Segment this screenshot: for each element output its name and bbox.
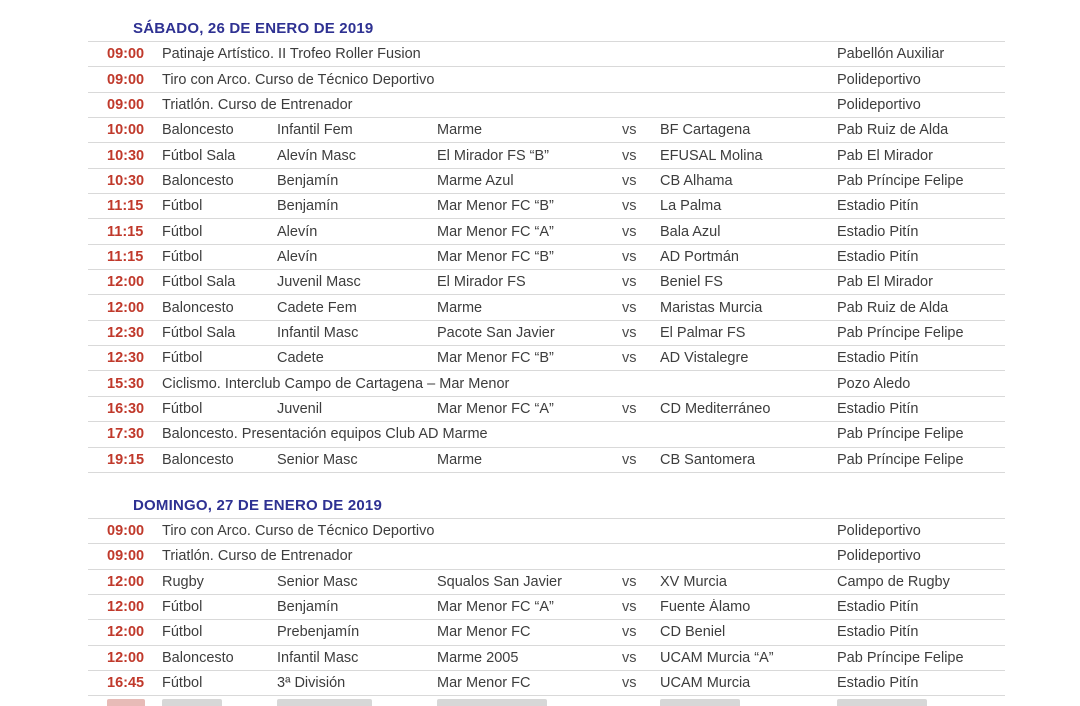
venue-cell: Estadio Pitín (837, 198, 919, 215)
event-cell: Ciclismo. Interclub Campo de Cartagena – Mar Menor (162, 375, 510, 392)
opponent-cell: BF Cartagena (660, 122, 751, 139)
time-cell: 12:30 (107, 324, 145, 341)
table-row (88, 67, 1005, 92)
table-row (88, 245, 1005, 270)
opponent-cell: XV Murcia (660, 573, 727, 590)
venue-cell: Estadio Pitín (837, 675, 919, 692)
team-cell: El Mirador FS “B” (437, 147, 549, 164)
category-cell: Benjamín (277, 198, 339, 215)
table-row (88, 219, 1005, 244)
table-row (88, 620, 1005, 645)
sport-cell: Fútbol (162, 599, 203, 616)
venue-cell: Estadio Pitín (837, 624, 919, 641)
opponent-cell: CB Santomera (660, 451, 756, 468)
time-cell: 15:30 (107, 375, 145, 392)
table-row (88, 270, 1005, 295)
category-cell: Prebenjamín (277, 624, 360, 641)
venue-cell: Pabellón Auxiliar (837, 46, 945, 63)
venue-cell: Pab Ruiz de Alda (837, 299, 949, 316)
event-cell: Tiro con Arco. Curso de Técnico Deportivo (162, 71, 435, 88)
sport-cell: Baloncesto (162, 172, 234, 189)
vs-label: vs (622, 624, 637, 641)
table-row (88, 448, 1005, 473)
venue-cell: Pab Príncipe Felipe (837, 172, 964, 189)
venue-cell: Pab Príncipe Felipe (837, 649, 964, 666)
venue-cell: Polideportivo (837, 548, 921, 565)
event-cell: Baloncesto. Presentación equipos Club AD Marme (162, 426, 488, 443)
sport-cell: Fútbol (162, 248, 203, 265)
table-row (88, 194, 1005, 219)
category-cell: Juvenil Masc (277, 274, 361, 291)
opponent-cell: AD Vistalegre (660, 350, 749, 367)
team-cell: Squalos San Javier (437, 573, 562, 590)
venue-cell: Pozo Aledo (837, 375, 911, 392)
opponent-cell: UCAM Murcia (660, 675, 751, 692)
category-cell: Cadete (277, 350, 324, 367)
opponent-cell: Maristas Murcia (660, 299, 763, 316)
table-row (88, 397, 1005, 422)
venue-cell: Pab Príncipe Felipe (837, 426, 964, 443)
sport-cell: Baloncesto (162, 122, 234, 139)
venue-cell: Estadio Pitín (837, 400, 919, 417)
time-cell: 09:00 (107, 46, 145, 63)
team-cell: Marme Azul (437, 172, 514, 189)
table-row (88, 346, 1005, 371)
category-cell: Cadete Fem (277, 299, 357, 316)
vs-label: vs (622, 675, 637, 692)
vs-label: vs (622, 274, 637, 291)
team-cell: Marme (437, 122, 483, 139)
team-cell: Mar Menor FC (437, 675, 531, 692)
day-header: SÁBADO, 26 DE ENERO DE 2019 (88, 17, 1005, 42)
opponent-cell: CD Mediterráneo (660, 400, 771, 417)
team-cell: Mar Menor FC (437, 624, 531, 641)
category-cell: 3ª División (277, 675, 346, 692)
table-row (88, 295, 1005, 320)
vs-label: vs (622, 649, 637, 666)
opponent-cell: AD Portmán (660, 248, 739, 265)
opponent-cell: La Palma (660, 198, 722, 215)
venue-cell: Polideportivo (837, 96, 921, 113)
venue-cell: Estadio Pitín (837, 223, 919, 240)
opponent-cell: CD Beniel (660, 624, 726, 641)
venue-cell: Polideportivo (837, 523, 921, 540)
vs-label: vs (622, 400, 637, 417)
clipped-text-fragment (277, 699, 372, 706)
time-cell: 12:00 (107, 649, 145, 666)
table-row (88, 169, 1005, 194)
venue-cell: Estadio Pitín (837, 350, 919, 367)
time-cell-clipped (88, 696, 162, 706)
day-section (88, 494, 1005, 706)
table-row (88, 646, 1005, 671)
table-row (88, 519, 1005, 544)
table-row (88, 570, 1005, 595)
time-cell: 12:00 (107, 599, 145, 616)
schedule-table (88, 17, 1005, 706)
vs-label: vs (622, 248, 637, 265)
venue-cell: Pab Príncipe Felipe (837, 451, 964, 468)
opponent-cell: Bala Azul (660, 223, 721, 240)
clipped-text-fragment (660, 699, 740, 706)
sport-cell: Baloncesto (162, 299, 234, 316)
opponent-cell: UCAM Murcia “A” (660, 649, 774, 666)
time-cell: 09:00 (107, 523, 145, 540)
vs-label: vs (622, 573, 637, 590)
clipped-text-fragment (437, 699, 547, 706)
opponent-cell: El Palmar FS (660, 324, 746, 341)
sport-cell: Fútbol Sala (162, 147, 236, 164)
team-cell: El Mirador FS (437, 274, 526, 291)
table-row (88, 93, 1005, 118)
sport-cell: Fútbol Sala (162, 274, 236, 291)
vs-label: vs (622, 451, 637, 468)
table-row (88, 143, 1005, 168)
table-row (88, 42, 1005, 67)
table-row (88, 422, 1005, 447)
opponent-cell-clipped (660, 696, 837, 706)
time-cell: 12:30 (107, 350, 145, 367)
day-section (88, 17, 1005, 473)
event-cell: Triatlón. Curso de Entrenador (162, 548, 353, 565)
time-cell: 11:15 (107, 198, 144, 215)
table-row (88, 321, 1005, 346)
sport-cell: Fútbol (162, 400, 203, 417)
sport-cell: Rugby (162, 573, 204, 590)
time-cell: 09:00 (107, 96, 145, 113)
category-cell: Benjamín (277, 599, 339, 616)
table-row (88, 371, 1005, 396)
team-cell: Marme (437, 451, 483, 468)
event-cell: Triatlón. Curso de Entrenador (162, 96, 353, 113)
clipped-text-fragment (837, 699, 927, 706)
venue-cell: Pab Ruiz de Alda (837, 122, 949, 139)
sport-cell: Baloncesto (162, 451, 234, 468)
category-cell: Senior Masc (277, 451, 358, 468)
category-cell: Infantil Fem (277, 122, 353, 139)
time-cell: 17:30 (107, 426, 145, 443)
category-cell: Alevín Masc (277, 147, 356, 164)
event-cell: Tiro con Arco. Curso de Técnico Deportivo (162, 523, 435, 540)
category-cell: Juvenil (277, 400, 323, 417)
time-cell: 09:00 (107, 71, 145, 88)
team-cell: Mar Menor FC “B” (437, 350, 554, 367)
team-cell: Marme (437, 299, 483, 316)
opponent-cell: EFUSAL Molina (660, 147, 763, 164)
time-cell: 12:00 (107, 624, 145, 641)
vs-label: vs (622, 147, 637, 164)
table-row (88, 118, 1005, 143)
vs-label: vs (622, 172, 637, 189)
vs-label: vs (622, 198, 637, 215)
vs-label: vs (622, 122, 637, 139)
venue-cell: Pab El Mirador (837, 147, 933, 164)
clipped-text-fragment (107, 699, 145, 706)
opponent-cell: CB Alhama (660, 172, 733, 189)
time-cell: 16:30 (107, 400, 145, 417)
category-cell: Alevín (277, 223, 318, 240)
team-cell: Mar Menor FC “A” (437, 599, 554, 616)
venue-cell: Estadio Pitín (837, 599, 919, 616)
day-header: DOMINGO, 27 DE ENERO DE 2019 (88, 494, 1005, 519)
time-cell: 12:00 (107, 299, 145, 316)
team-cell: Mar Menor FC “A” (437, 223, 554, 240)
team-cell: Pacote San Javier (437, 324, 555, 341)
time-cell: 10:00 (107, 122, 145, 139)
venue-cell-clipped (837, 696, 1005, 706)
team-cell-clipped (437, 696, 622, 706)
sport-cell: Fútbol (162, 624, 203, 641)
clipped-text-fragment (162, 699, 222, 706)
vs-label: vs (622, 350, 637, 367)
opponent-cell: Beniel FS (660, 274, 723, 291)
opponent-cell: Fuente Álamo (660, 599, 751, 616)
vs-label: vs (622, 223, 637, 240)
vs-label: vs (622, 324, 637, 341)
time-cell: 12:00 (107, 573, 145, 590)
category-cell: Infantil Masc (277, 649, 359, 666)
table-row (88, 544, 1005, 569)
venue-cell: Pab Príncipe Felipe (837, 324, 964, 341)
category-cell: Senior Masc (277, 573, 358, 590)
sport-cell: Fútbol (162, 675, 203, 692)
venue-cell: Polideportivo (837, 71, 921, 88)
sport-cell: Fútbol (162, 223, 203, 240)
category-cell: Infantil Masc (277, 324, 359, 341)
category-cell: Alevín (277, 248, 318, 265)
table-row-partial (88, 696, 1005, 706)
time-cell: 19:15 (107, 451, 145, 468)
vs-label: vs (622, 299, 637, 316)
team-cell: Mar Menor FC “B” (437, 248, 554, 265)
time-cell: 12:00 (107, 274, 145, 291)
sport-cell: Fútbol Sala (162, 324, 236, 341)
vs-label: vs (622, 599, 637, 616)
sport-cell: Fútbol (162, 198, 203, 215)
venue-cell: Estadio Pitín (837, 248, 919, 265)
sport-cell-clipped (162, 696, 277, 706)
time-cell: 09:00 (107, 548, 145, 565)
event-cell: Patinaje Artístico. II Trofeo Roller Fusion (162, 46, 421, 63)
team-cell: Mar Menor FC “B” (437, 198, 554, 215)
category-cell: Benjamín (277, 172, 339, 189)
time-cell: 11:15 (107, 248, 144, 265)
team-cell: Marme 2005 (437, 649, 519, 666)
venue-cell: Pab El Mirador (837, 274, 933, 291)
sport-cell: Fútbol (162, 350, 203, 367)
venue-cell: Campo de Rugby (837, 573, 950, 590)
time-cell: 16:45 (107, 675, 145, 692)
time-cell: 11:15 (107, 223, 144, 240)
team-cell: Mar Menor FC “A” (437, 400, 554, 417)
sport-cell: Baloncesto (162, 649, 234, 666)
time-cell: 10:30 (107, 147, 145, 164)
table-row (88, 595, 1005, 620)
category-cell-clipped (277, 696, 437, 706)
time-cell: 10:30 (107, 172, 145, 189)
